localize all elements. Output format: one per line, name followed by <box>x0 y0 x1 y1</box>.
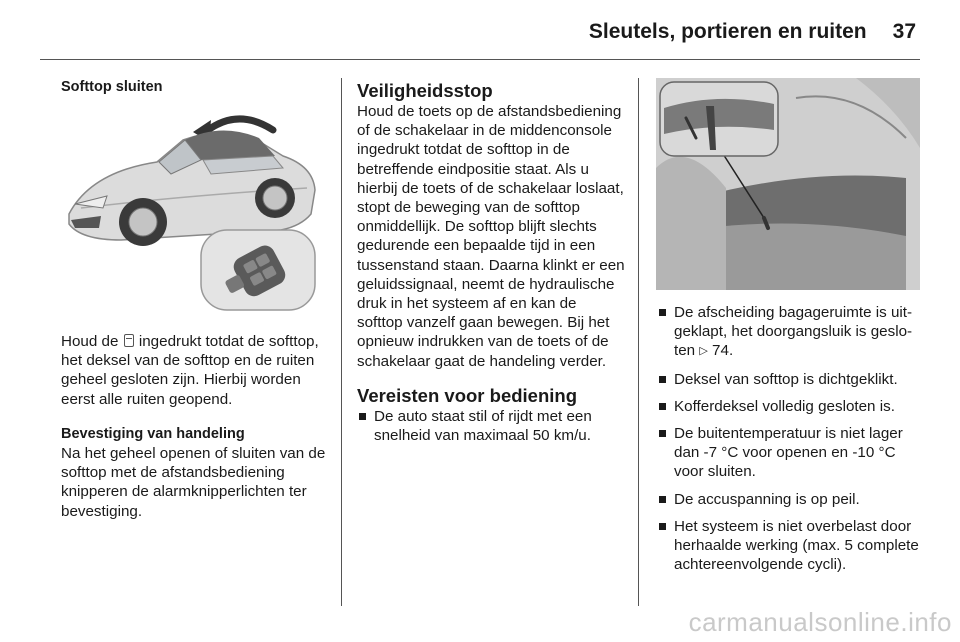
list-item: De auto staat stil of rijdt met een snelheid van maximaal 50 km/u. <box>357 407 625 445</box>
luggage-compartment-illustration <box>656 78 920 290</box>
list-item: Deksel van softtop is dichtgeklikt. <box>657 370 923 389</box>
page-reference-icon: ▷ <box>699 345 708 358</box>
list-item: Kofferdeksel volledig gesloten is. <box>657 397 923 416</box>
chapter-title: Sleutels, portieren en ruiten <box>588 20 867 43</box>
section-title: Softtop sluiten <box>61 79 163 95</box>
watermark: carmanualsonline.info <box>688 607 952 637</box>
middle-column <box>357 80 625 445</box>
safety-stop-heading: Veiligheidsstop <box>357 80 493 101</box>
close-instruction: Houd de ingedrukt totdat de softtop, het deksel van de softtop en de ruiten geheel gesloten zijn. Hierbij worden eerst alle ruiten geopend. <box>61 333 319 408</box>
header-divider <box>40 59 920 60</box>
convertible-roof-illustration <box>61 104 323 316</box>
list-item: De accuspanning is op peil. <box>657 490 923 509</box>
remote-key-icon <box>124 334 134 347</box>
page-reference[interactable]: 74. <box>712 342 734 360</box>
requirements-heading: Vereisten voor bediening <box>357 384 578 406</box>
confirmation-subtitle: Bevestiging van handeling <box>61 425 245 442</box>
list-item: Het systeem is niet overbelast door herhaalde werking (max. 5 complete achtereenvolgende cycli). <box>657 517 923 575</box>
page-title <box>316 20 916 44</box>
confirmation-text: Na het geheel openen of sluiten van de softtop met de afstandsbediening knipperen de alarmknipperlichten ter bevestiging. <box>61 445 326 520</box>
left-text <box>61 332 329 521</box>
safety-stop-text: Houd de toets op de afstandsbediening of de schakelaar in de middenconsole ingedrukt totdat de softtop in de betreffende eindpositie staat. Als u hierbij de toets of de schakelaar loslaat, stopt de beweging van de softtop onmiddellijk. De softtop blijft slechts gedurende een bepaalde tijd in een tussenstand staan. Daarna klinkt er een geluidssignaal, neemt de hydraulische druk in het systeem af en kan de softtop vanzelf gaan bewegen. Bij het opnieuw indrukken van de toets of de schakelaar gaat de handeling verder. <box>357 103 625 370</box>
list-item: De buitentemperatuur is niet lager dan -7 °C voor openen en -10 °C voor sluiten. <box>657 424 923 482</box>
page-number: 37 <box>892 20 916 43</box>
conditions-list <box>657 303 923 574</box>
list-item: De afscheiding bagageruimte is uitgeklapt, het doorgangsluik is gesloten ▷ 74. <box>657 303 923 362</box>
right-column <box>657 303 923 574</box>
requirements-list <box>357 407 625 445</box>
column-divider-left <box>341 78 342 606</box>
left-column <box>61 78 329 97</box>
column-divider-right <box>638 78 639 606</box>
